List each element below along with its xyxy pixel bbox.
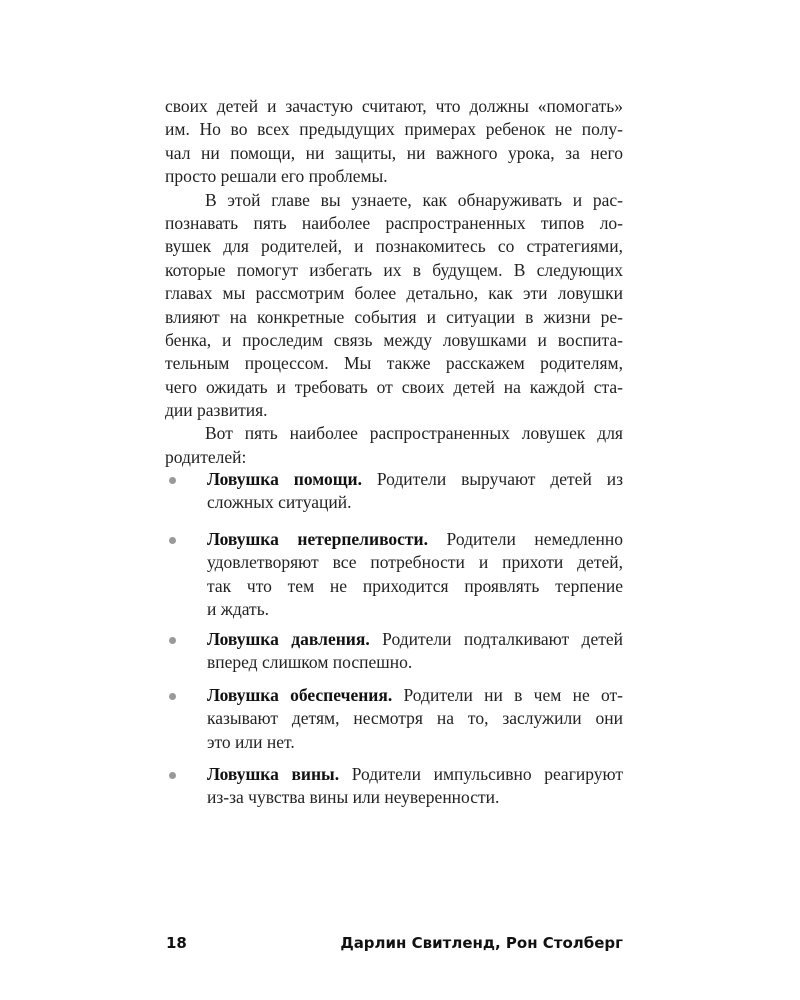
text-line: тельным процессом. Мы также расскажем родителям,: [165, 353, 623, 374]
trap-description: Родители ни в чем не от-: [392, 685, 623, 705]
text-line: вушек для родителей, и познакомитесь со стратегиями,: [165, 236, 623, 257]
text-line: так что тем не приходится проявлять терпение: [207, 575, 623, 596]
list-item: [207, 763, 623, 810]
list-item: [207, 528, 623, 622]
trap-description: Родители немедленно: [428, 529, 624, 549]
text-line: [207, 684, 623, 707]
list-item: [207, 628, 623, 675]
trap-title: Ловушка помощи.: [207, 469, 362, 489]
text-line: познавать пять наиболее распространенных типов ло-: [165, 212, 623, 233]
body-text: [165, 95, 623, 469]
text-line: им. Но во всех предыдущих примерах ребенок не полу-: [165, 119, 623, 140]
list-item: [207, 684, 623, 754]
text-line: и ждать.: [207, 599, 270, 620]
trap-title: Ловушка обеспечения.: [207, 685, 393, 705]
text-line: дии развития.: [165, 400, 268, 421]
bullet-icon: [169, 477, 176, 484]
trap-description: Родители подталкивают детей: [369, 629, 623, 649]
trap-description: Родители выручают детей из: [361, 469, 623, 489]
text-line: бенка, и проследим связь между ловушками и воспита-: [165, 329, 623, 350]
trap-title: Ловушка нетерпеливости.: [207, 529, 428, 549]
text-line: казывают детям, несмотря на то, заслужили они: [207, 708, 623, 729]
text-line: вперед слишком поспешно.: [207, 652, 413, 673]
page-number: 18: [166, 934, 187, 952]
trap-title: Ловушка вины.: [207, 764, 340, 784]
bullet-icon: [169, 772, 176, 779]
text-line: родителей:: [165, 446, 247, 467]
trap-title: Ловушка давления.: [207, 629, 370, 649]
running-footer-authors: Дарлин Свитленд, Рон Столберг: [340, 934, 623, 952]
text-line: своих детей и зачастую считают, что должны «помогать»: [165, 96, 623, 116]
text-line: удовлетворяют все потребности и прихоти детей,: [207, 552, 623, 573]
bullet-icon: [169, 537, 176, 544]
text-line: [207, 528, 623, 551]
bullet-icon: [169, 693, 176, 700]
text-line: которые помогут избегать их в будущем. В следующих: [165, 259, 623, 280]
text-line: из-за чувства вины или неуверенности.: [207, 787, 500, 808]
text-line: сложных ситуаций.: [207, 492, 352, 513]
bullet-icon: [169, 637, 176, 644]
text-line: это или нет.: [207, 731, 295, 752]
text-line: главах мы рассмотрим более детально, как эти ловушки: [165, 283, 623, 304]
text-line: влияют на конкретные события и ситуации в жизни ре-: [165, 306, 623, 327]
text-line: просто решали его проблемы.: [165, 166, 388, 187]
trap-description: Родители импульсивно реагируют: [339, 764, 623, 784]
text-line: [207, 763, 623, 786]
text-line: [207, 628, 623, 651]
text-line: чего ожидать и требовать от своих детей на каждой ста-: [165, 376, 623, 397]
text-line: В этой главе вы узнаете, как обнаруживать и рас-: [205, 189, 623, 210]
text-line: Вот пять наиболее распространенных ловушек для: [205, 423, 623, 444]
text-line: чал ни помощи, ни защиты, ни важного урока, за него: [165, 142, 623, 163]
list-item: [207, 468, 623, 515]
text-line: [207, 468, 623, 491]
